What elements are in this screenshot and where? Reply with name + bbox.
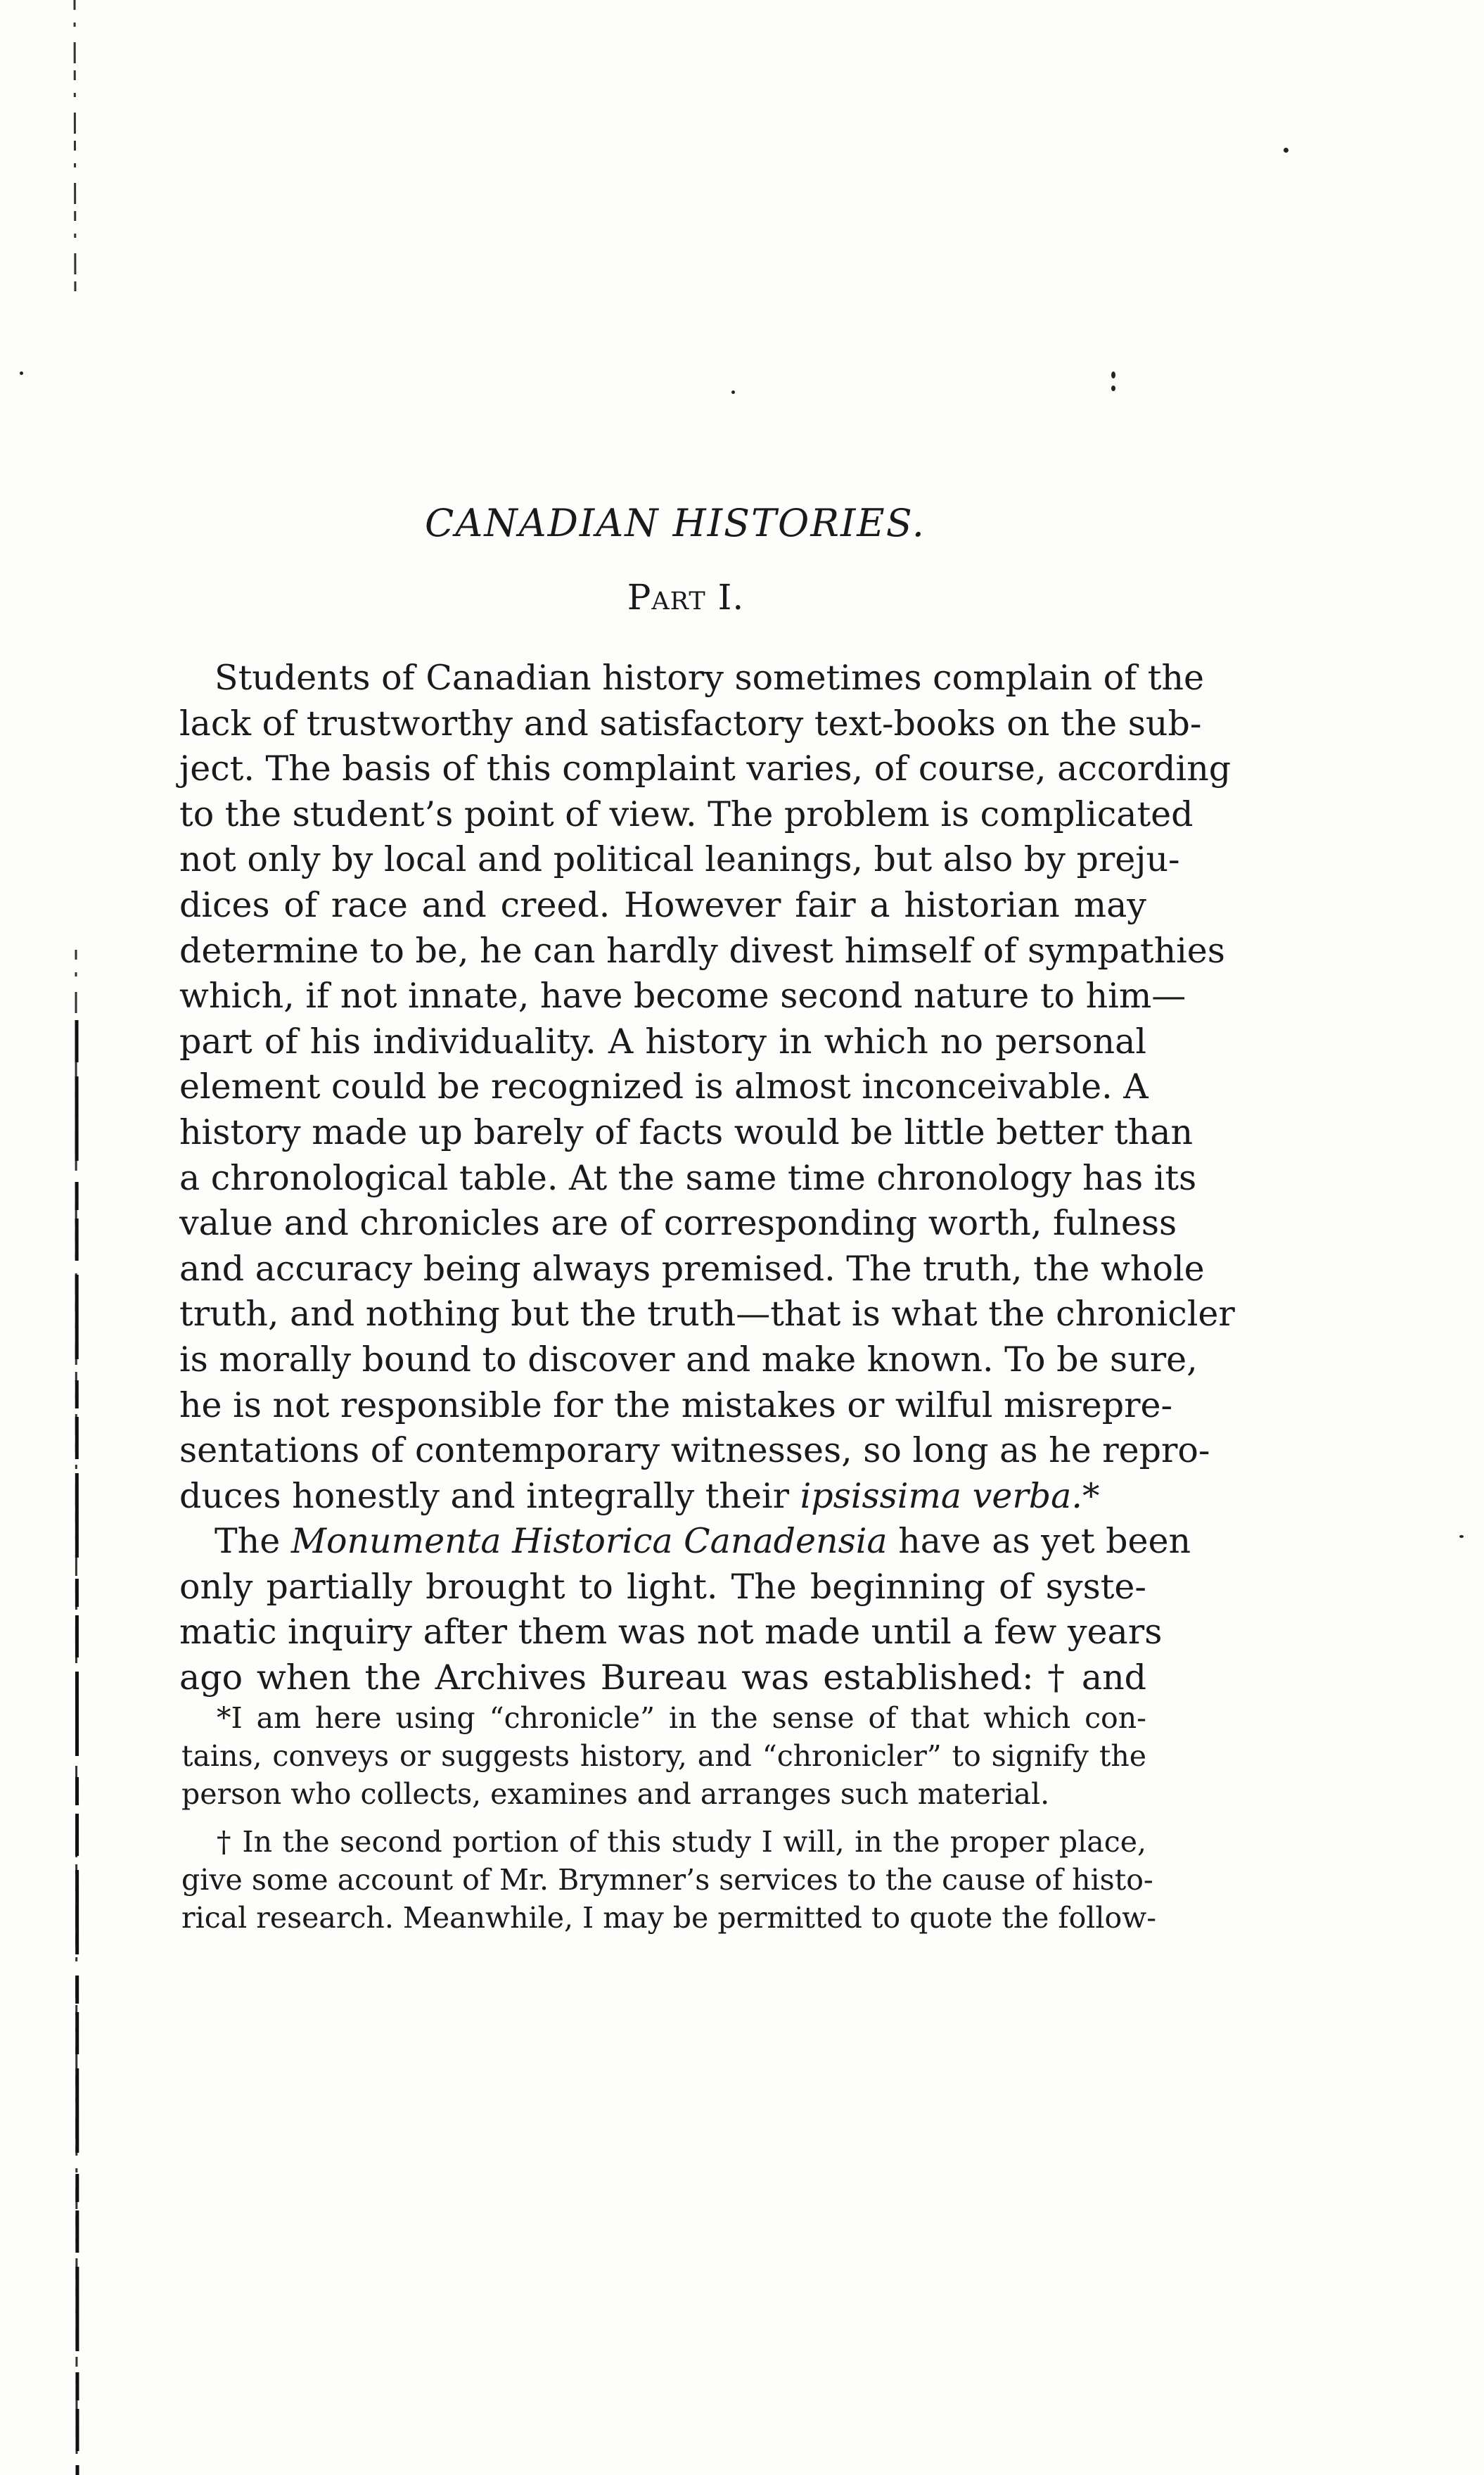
text-line: not only by local and political leanings, but also by preju- — [179, 839, 1180, 880]
scan-speck — [1111, 386, 1115, 391]
text-line: a chronological table. At the same time chronology has its — [179, 1157, 1197, 1198]
footnote-line: give some account of Mr. Brymner’s services to the cause of histo- — [181, 1863, 1153, 1897]
footnotes — [181, 1699, 1157, 1937]
text-line: and accuracy being always premised. The truth, the whole — [179, 1248, 1205, 1289]
text-line: only partially brought to light. The beginning of syste- — [179, 1566, 1146, 1607]
text-line: is morally bound to discover and make known. To be sure, — [179, 1339, 1198, 1380]
footnote-line: person who collects, examines and arranges such material. — [181, 1777, 1050, 1811]
scan-speck — [20, 371, 23, 375]
part-heading: Part I. — [627, 577, 745, 618]
paragraph-start: The — [215, 1521, 291, 1562]
text-line-start: duces honestly and integrally their — [179, 1475, 800, 1516]
text-line: lack of trustworthy and satisfactory text-books on the sub- — [179, 703, 1202, 744]
text-line-rest: have as yet been — [887, 1521, 1191, 1562]
scan-speck — [1284, 148, 1288, 153]
text-line: dices of race and creed. However fair a historian may — [179, 884, 1146, 925]
scan-speck — [1111, 371, 1115, 378]
page-binding-edge — [70, 0, 82, 2475]
text-line: history made up barely of facts would be little better than — [179, 1112, 1194, 1152]
text-line: sentations of contemporary witnesses, so long as he repro- — [179, 1430, 1210, 1471]
text-line: element could be recognized is almost inconceivable. A — [179, 1067, 1149, 1107]
text-line: he is not responsible for the mistakes or wilful misrepre- — [179, 1385, 1173, 1425]
book-title-reference: Monumenta Historica Canadensia — [290, 1521, 888, 1562]
text-line: ago when the Archives Bureau was established: † and — [179, 1658, 1146, 1698]
text-line: truth, and nothing but the truth—that is what the chronicler — [179, 1294, 1235, 1335]
footnote-line: † In the second portion of this study I will, in the proper place, — [217, 1825, 1146, 1859]
binding-edge-graphic — [70, 0, 82, 2475]
footnote-line: *I am here using “chronicle” in the sense of that which con- — [217, 1701, 1146, 1735]
footnote-line: tains, conveys or suggests history, and “chronicler” to signify the — [181, 1739, 1146, 1773]
text-line: determine to be, he can hardly divest himself of sympathies — [179, 930, 1225, 971]
scan-speck — [731, 390, 735, 394]
text-line: to the student’s point of view. The problem is complicated — [179, 794, 1194, 834]
footnote-line: rical research. Meanwhile, I may be permitted to quote the follow- — [181, 1901, 1157, 1935]
footnote-gap — [181, 1813, 1146, 1823]
text-line — [179, 1474, 1146, 1520]
scan-speck — [1459, 1535, 1464, 1538]
latin-phrase: ipsissima verba. — [800, 1475, 1082, 1516]
footnote-mark: * — [1082, 1475, 1100, 1516]
text-line: matic inquiry after them was not made until a few years — [179, 1612, 1163, 1653]
body-text — [179, 656, 1235, 1701]
text-line: value and chronicles are of corresponding worth, fulness — [179, 1203, 1177, 1244]
text-line: part of his individuality. A history in which no personal — [179, 1021, 1146, 1062]
text-line: Students of Canadian history sometimes complain of the — [215, 658, 1205, 698]
text-line: which, if not innate, have become second nature to him— — [179, 976, 1186, 1017]
text-line: ject. The basis of this complaint varies, of course, according — [179, 749, 1232, 789]
page-title: CANADIAN HISTORIES. — [425, 501, 926, 545]
text-line — [179, 1519, 1191, 1565]
